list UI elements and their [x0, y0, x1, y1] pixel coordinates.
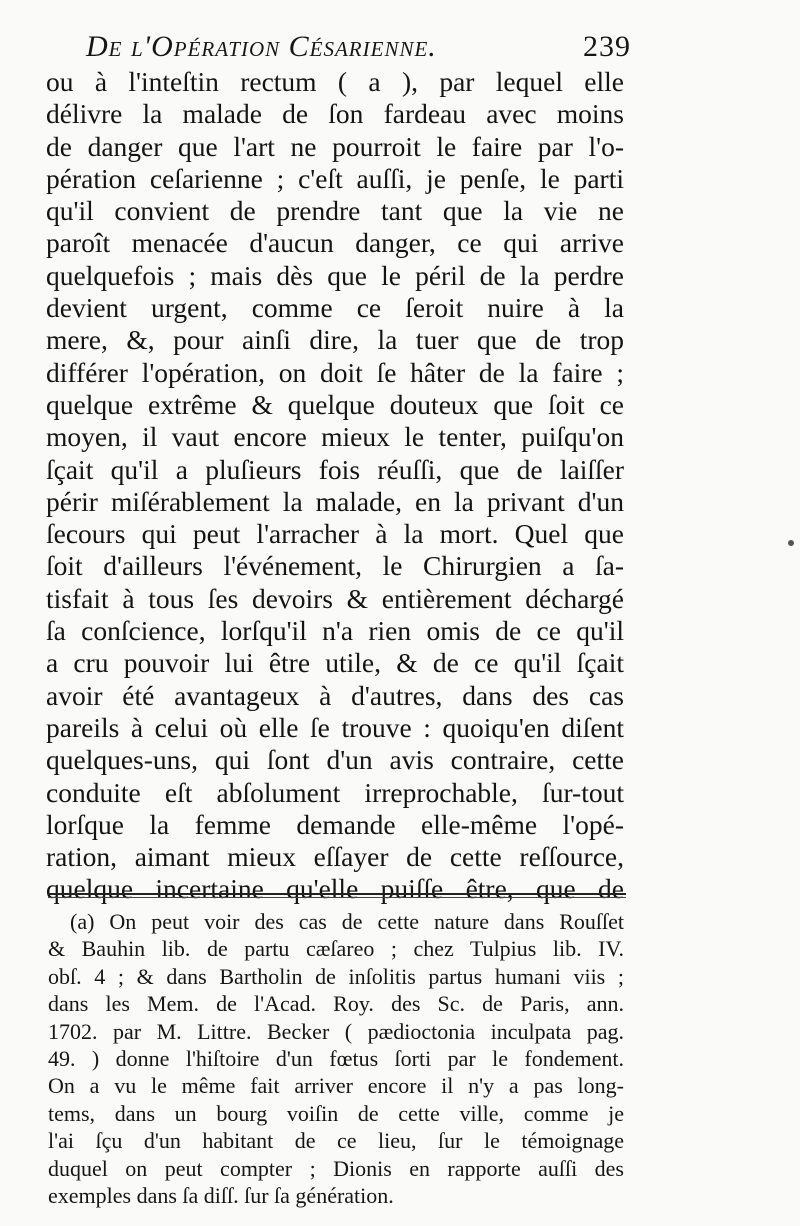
body-line: ration, aimant mieux eſſayer de cette reſſource,: [46, 841, 624, 873]
footnote-line: duquel on peut compter ; Dionis en rapporte auſſi des: [48, 1155, 624, 1181]
footnote-line: dans les Mem. de l'Acad. Roy. des Sc. de Paris, ann.: [48, 991, 624, 1017]
body-line: quelque extrême & quelque douteux que ſoit ce: [46, 388, 624, 420]
footnote-line: On a vu le même fait arriver encore il n'y a pas long-: [48, 1073, 624, 1099]
footnote-line: 49. ) donne l'hiſtoire d'un fœtus ſorti par le fondement.: [48, 1046, 624, 1072]
running-head-title: De l'Opération Césarienne.: [86, 30, 437, 63]
body-line: lorſque la femme demande elle-même l'opé-: [46, 808, 624, 840]
body-line: paroît menacée d'aucun danger, ce qui arrive: [46, 227, 624, 259]
footnote-line: obſ. 4 ; & dans Bartholin de inſolitis partus humani viis ;: [48, 963, 624, 989]
main-text-block: [46, 66, 624, 906]
body-line: délivre la malade de ſon fardeau avec moins: [46, 98, 624, 130]
body-line: ſa conſcience, lorſqu'il n'a rien omis de ce qu'il: [46, 615, 624, 647]
body-line: a cru pouvoir lui être utile, & de ce qu'il ſçait: [46, 647, 624, 679]
body-line: pération ceſarienne ; c'eſt auſſi, je penſe, le parti: [46, 162, 624, 194]
footnote-line: (a) On peut voir des cas de cette nature dans Rouſſet: [70, 909, 624, 934]
body-line: tisfait à tous ſes devoirs & entièrement déchargé: [46, 582, 624, 614]
body-line: avoir été avantageux à d'autres, dans des cas: [46, 679, 624, 711]
body-line: pareils à celui où elle ſe trouve : quoiqu'en diſent: [46, 711, 624, 743]
body-line: quelques-uns, qui ſont d'un avis contraire, cette: [46, 744, 624, 776]
body-line: qu'il convient de prendre tant que la vie ne: [46, 195, 624, 227]
footnote-separator-rule: [48, 893, 626, 898]
running-head: [86, 30, 631, 64]
body-line: ſoit d'ailleurs l'événement, le Chirurgien a ſa-: [46, 550, 624, 582]
body-line: ſçait qu'il a pluſieurs fois réuſſi, que de laiſſer: [46, 453, 624, 485]
body-line: de danger que l'art ne pourroit le faire par l'o-: [46, 130, 624, 162]
body-line: ou à l'inteſtin rectum ( a ), par lequel elle: [46, 66, 624, 97]
body-line: quelquefois ; mais dès que le péril de la perdre: [46, 259, 624, 291]
body-line: différer l'opération, on doit ſe hâter de la faire ;: [46, 356, 624, 388]
body-line: mere, &, pour ainſi dire, la tuer que de trop: [46, 324, 624, 356]
footnote-block: [48, 908, 624, 1209]
body-line: devient urgent, comme ce ſeroit nuire à la: [46, 292, 624, 324]
body-line: périr miſérablement la malade, en la privant d'un: [46, 485, 624, 517]
body-line: conduite eſt abſolument irreprochable, ſur-tout: [46, 776, 624, 808]
page-number: 239: [583, 30, 631, 63]
body-line: quelque incertaine qu'elle puiſſe être, que de: [46, 873, 624, 905]
footnote-line: l'ai ſçu d'un habitant de ce lieu, ſur le témoignage: [48, 1128, 624, 1154]
footnote-line: tems, dans un bourg voiſin de cette ville, comme je: [48, 1100, 624, 1126]
body-line: ſecours qui peut l'arracher à la mort. Quel que: [46, 518, 624, 550]
footnote-line: 1702. par M. Littre. Becker ( pædioctonia inculpata pag.: [48, 1018, 624, 1044]
margin-ink-dot: [788, 540, 794, 546]
footnote-line: exemples dans ſa diſſ. ſur ſa génération.: [48, 1183, 394, 1209]
body-line: moyen, il vaut encore mieux le tenter, puiſqu'on: [46, 421, 624, 453]
footnote-line: & Bauhin lib. de partu cæſareo ; chez Tulpius lib. IV.: [48, 936, 624, 962]
